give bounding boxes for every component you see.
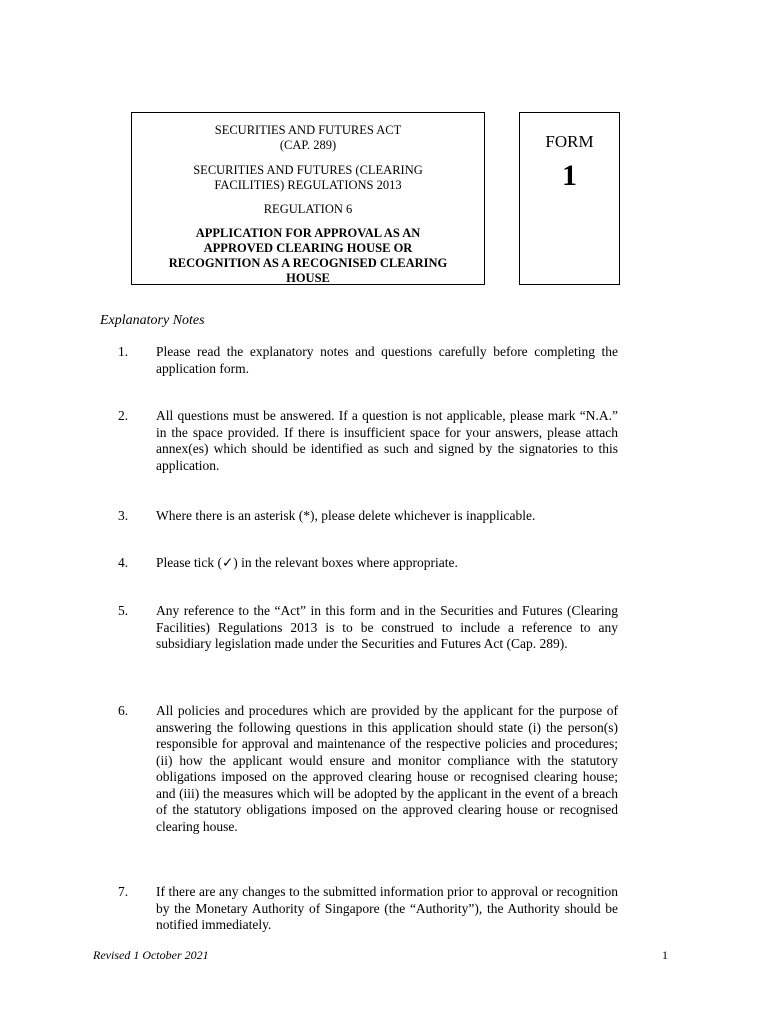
note-text: If there are any changes to the submitted information prior to approval or recognition by the Monetary Authority of Singapore (the “Authority”), the Authority should be notified immediately. <box>156 884 618 932</box>
application-heading <box>132 226 484 286</box>
revision-date: Revised 1 October 2021 <box>93 948 209 962</box>
note-number: 6. <box>118 703 129 718</box>
form-number: 1 <box>562 159 577 192</box>
explanatory-notes-heading: Explanatory Notes <box>100 313 205 328</box>
regulations-line-2: FACILITIES) REGULATIONS 2013 <box>214 178 402 192</box>
form-label: FORM <box>545 132 594 151</box>
act-line-2: (CAP. 289) <box>279 138 337 152</box>
heading-line-1: APPLICATION FOR APPROVAL AS AN <box>195 226 421 240</box>
note-number: 7. <box>118 884 129 899</box>
heading-line-3: RECOGNITION AS A RECOGNISED CLEARING <box>168 256 448 270</box>
regulations-line-1: SECURITIES AND FUTURES (CLEARING <box>193 163 423 177</box>
heading-line-2: APPROVED CLEARING HOUSE OR <box>203 241 413 255</box>
note-item <box>118 703 618 835</box>
heading-line-4: HOUSE <box>286 271 330 285</box>
regulation-number: REGULATION 6 <box>263 202 353 216</box>
title-box <box>131 112 485 285</box>
note-text: Any reference to the “Act” in this form and in the Securities and Futures (Clearing Facilities) Regulations 2013 is to be construed to include a reference to any subsidiary legislation made under the Securities and Futures Act (Cap. 289). <box>156 603 618 651</box>
note-item <box>118 603 618 653</box>
note-number: 4. <box>118 555 129 570</box>
note-item <box>118 408 618 474</box>
note-item <box>118 884 618 934</box>
note-text: Where there is an asterisk (*), please delete whichever is inapplicable. <box>156 508 536 523</box>
act-line-1: SECURITIES AND FUTURES ACT <box>214 123 402 137</box>
act-title <box>132 123 484 153</box>
note-text: All policies and procedures which are provided by the applicant for the purpose of answering the following questions in this application should state (i) the person(s) responsible for approval and maintenance of the respective policies and procedures; (ii) how the applicant would ensure and monitor compliance with the statutory obligations imposed on the approved clearing house or recognised clearing house; and (iii) the measures which will be adopted by the applicant in the event of a breach of the statutory obligations imposed on the approved clearing house or recognised clearing house. <box>156 703 618 834</box>
note-text: Please read the explanatory notes and questions carefully before completing the application form. <box>156 344 618 376</box>
note-text: Please tick (✓) in the relevant boxes where appropriate. <box>156 555 458 570</box>
form-box <box>519 112 620 285</box>
note-text: All questions must be answered. If a question is not applicable, please mark “N.A.” in the space provided. If there is insufficient space for your answers, please attach annex(es) which should be identified as such and signed by the signatories to this application. <box>156 408 618 473</box>
note-number: 2. <box>118 408 129 423</box>
note-item <box>118 555 618 572</box>
note-number: 1. <box>118 344 129 359</box>
note-item <box>118 508 618 525</box>
regulations-title <box>132 163 484 193</box>
note-number: 3. <box>118 508 129 523</box>
note-number: 5. <box>118 603 129 618</box>
page-number: 1 <box>662 948 668 962</box>
note-item <box>118 344 618 377</box>
